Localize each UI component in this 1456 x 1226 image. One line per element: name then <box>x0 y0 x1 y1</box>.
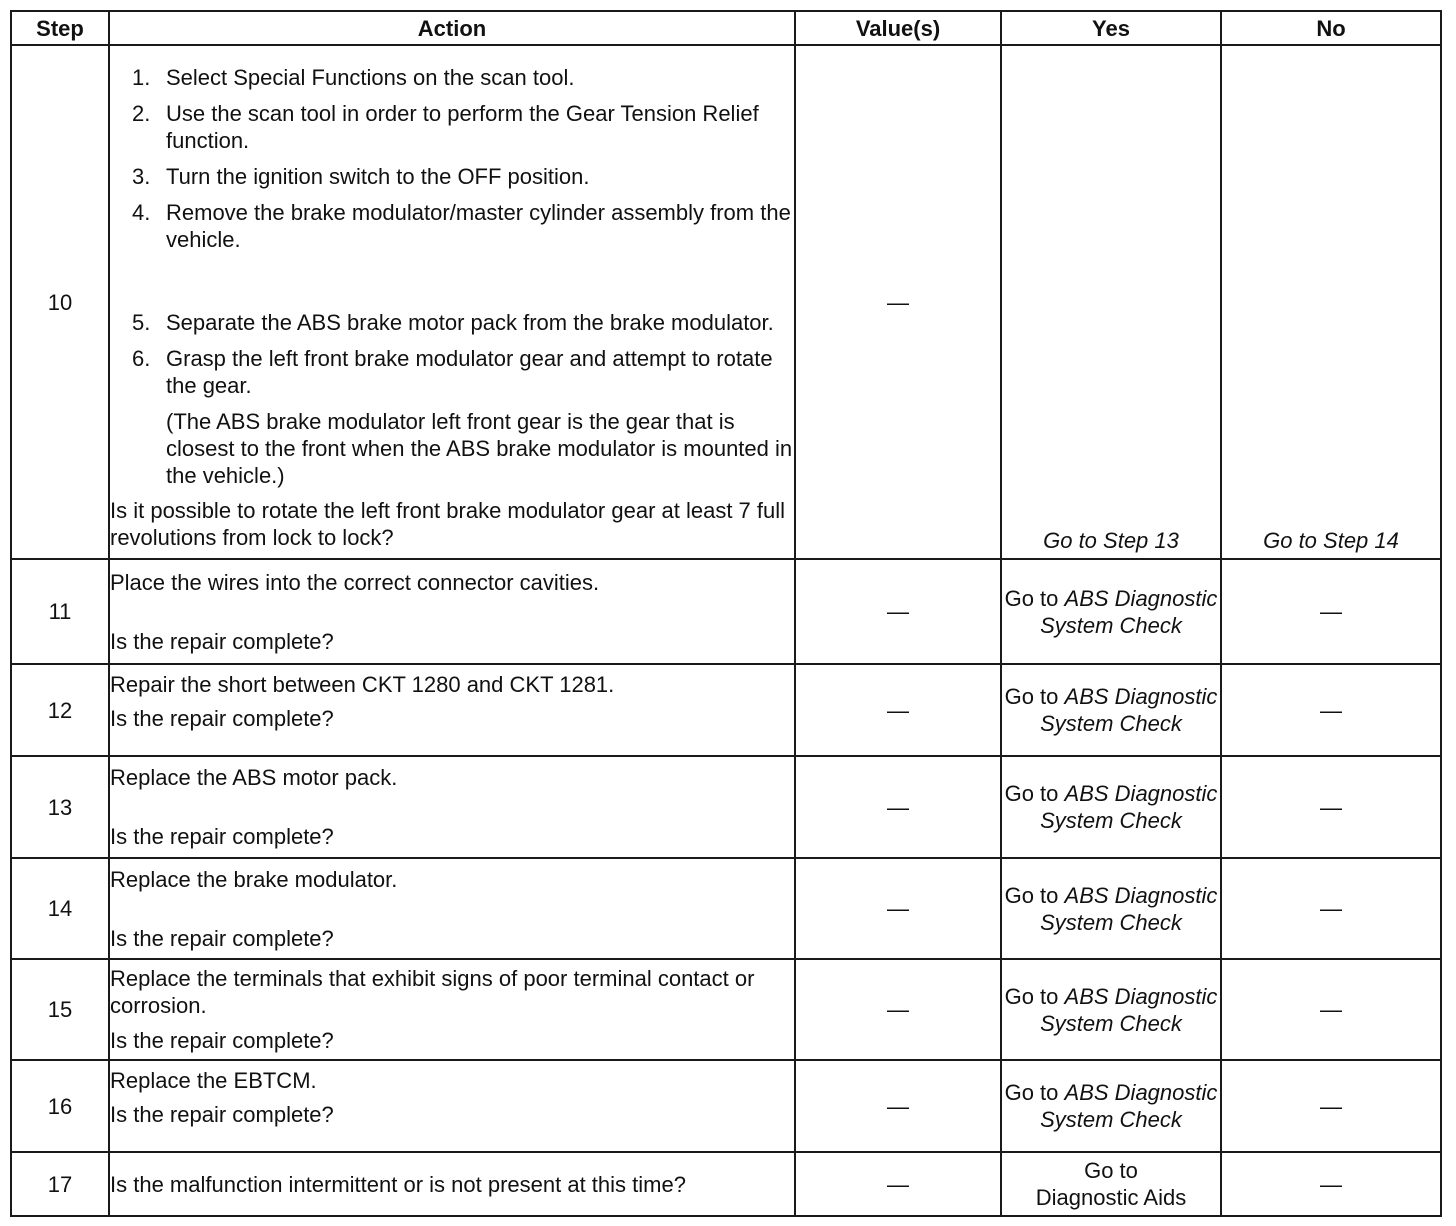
step-number: 17 <box>11 1152 109 1216</box>
list-item <box>110 163 794 190</box>
value-cell: — <box>795 664 1001 756</box>
value-cell: — <box>795 45 1001 559</box>
action-cell <box>109 756 795 858</box>
no-cell: — <box>1221 1152 1441 1216</box>
header-values: Value(s) <box>795 11 1001 45</box>
table-row <box>11 959 1441 1060</box>
item-number: 1. <box>132 64 151 90</box>
item-number: 2. <box>132 100 151 126</box>
list-item <box>110 64 794 91</box>
header-step: Step <box>11 11 109 45</box>
step-number: 15 <box>11 959 109 1060</box>
action-text: Replace the ABS motor pack. <box>110 765 398 790</box>
value-cell: — <box>795 1152 1001 1216</box>
yes-target: ABS Diagnostic System Check <box>1040 983 1218 1036</box>
action-cell <box>109 858 795 959</box>
action-cell <box>109 664 795 756</box>
yes-link[interactable]: Go to Step 13 <box>1001 45 1221 559</box>
table-row <box>11 45 1441 559</box>
header-no: No <box>1221 11 1441 45</box>
step-number: 13 <box>11 756 109 858</box>
yes-prefix: Go to <box>1004 585 1059 611</box>
action-cell <box>109 959 795 1060</box>
header-yes: Yes <box>1001 11 1221 45</box>
step-number: 12 <box>11 664 109 756</box>
header-row <box>11 11 1441 45</box>
yes-prefix: Go to <box>1004 781 1059 806</box>
yes-link[interactable] <box>1001 1060 1221 1152</box>
action-cell <box>109 559 795 664</box>
header-action: Action <box>109 11 795 45</box>
action-text: Replace the brake modulator. <box>110 866 398 892</box>
step-number: 16 <box>11 1060 109 1152</box>
table-row <box>11 858 1441 959</box>
no-cell: — <box>1221 959 1441 1060</box>
action-cell <box>109 1152 795 1216</box>
item-text: Grasp the left front brake modulator gear and attempt to rotate the gear. <box>166 345 773 398</box>
question-text: Is the repair complete? <box>110 1028 334 1053</box>
note-text: (The ABS brake modulator left front gear is the gear that is closest to the front when the ABS brake modulator is mounted in the vehicle.) <box>166 408 793 488</box>
procedure-list <box>110 64 794 399</box>
table-row <box>11 1060 1441 1152</box>
action-cell <box>109 45 795 559</box>
action-cell <box>109 1060 795 1152</box>
question-text: Is the repair complete? <box>110 925 334 951</box>
value-cell: — <box>795 858 1001 959</box>
value-cell: — <box>795 559 1001 664</box>
value-cell: — <box>795 756 1001 858</box>
step-number: 14 <box>11 858 109 959</box>
table-row <box>11 756 1441 858</box>
list-item <box>110 100 794 154</box>
no-cell: — <box>1221 756 1441 858</box>
yes-prefix: Go to <box>1004 1080 1059 1105</box>
item-number: 3. <box>132 163 151 189</box>
action-text: Repair the short between CKT 1280 and CKT 1281. <box>110 671 615 697</box>
list-item <box>110 345 794 399</box>
yes-link[interactable] <box>1001 559 1221 664</box>
no-cell: — <box>1221 1060 1441 1152</box>
question-text: Is the repair complete? <box>110 705 334 731</box>
item-text: Select Special Functions on the scan tool. <box>166 64 575 90</box>
action-text: Replace the terminals that exhibit signs of poor terminal contact or corrosion. <box>110 966 755 1018</box>
list-item <box>110 309 794 336</box>
no-link[interactable]: Go to Step 14 <box>1221 45 1441 559</box>
table-row <box>11 559 1441 664</box>
yes-target: ABS Diagnostic System Check <box>1040 781 1218 833</box>
item-text: Separate the ABS brake motor pack from the brake modulator. <box>166 309 774 335</box>
yes-link[interactable] <box>1001 858 1221 959</box>
item-text: Remove the brake modulator/master cylinder assembly from the vehicle. <box>166 199 791 252</box>
yes-link[interactable] <box>1001 664 1221 756</box>
diagnostic-table <box>10 10 1442 1217</box>
table-row <box>11 664 1441 756</box>
yes-link[interactable]: Go to Diagnostic Aids <box>1001 1152 1221 1216</box>
yes-target: ABS Diagnostic System Check <box>1040 684 1218 736</box>
yes-link[interactable] <box>1001 756 1221 858</box>
yes-prefix: Go to <box>1004 983 1059 1009</box>
yes-target: ABS Diagnostic System Check <box>1040 1080 1218 1132</box>
yes-prefix: Go to <box>1004 882 1059 908</box>
yes-target: ABS Diagnostic System Check <box>1040 585 1218 638</box>
value-cell: — <box>795 959 1001 1060</box>
no-cell: — <box>1221 664 1441 756</box>
step-number: 11 <box>11 559 109 664</box>
item-number: 4. <box>132 199 151 225</box>
yes-link[interactable] <box>1001 959 1221 1060</box>
yes-prefix: Go to <box>1004 684 1059 709</box>
item-text: Turn the ignition switch to the OFF position. <box>166 163 590 189</box>
item-text: Use the scan tool in order to perform the Gear Tension Relief function. <box>166 100 759 153</box>
no-cell: — <box>1221 559 1441 664</box>
step-number: 10 <box>11 45 109 559</box>
item-number: 6. <box>132 345 151 371</box>
question-text: Is the repair complete? <box>110 628 334 654</box>
action-text: Replace the EBTCM. <box>110 1067 317 1093</box>
action-text: Place the wires into the correct connector cavities. <box>110 569 600 595</box>
question-text: Is the repair complete? <box>110 1101 334 1127</box>
item-number: 5. <box>132 309 151 335</box>
question-text: Is it possible to rotate the left front brake modulator gear at least 7 full revolutions from lock to lock? <box>110 497 786 550</box>
table-row <box>11 1152 1441 1216</box>
list-item <box>110 199 794 253</box>
no-cell: — <box>1221 858 1441 959</box>
list-spacer <box>110 262 794 300</box>
question-text: Is the repair complete? <box>110 824 334 849</box>
question-text: Is the malfunction intermittent or is not present at this time? <box>110 1171 686 1197</box>
yes-target: ABS Diagnostic System Check <box>1040 882 1218 935</box>
value-cell: — <box>795 1060 1001 1152</box>
